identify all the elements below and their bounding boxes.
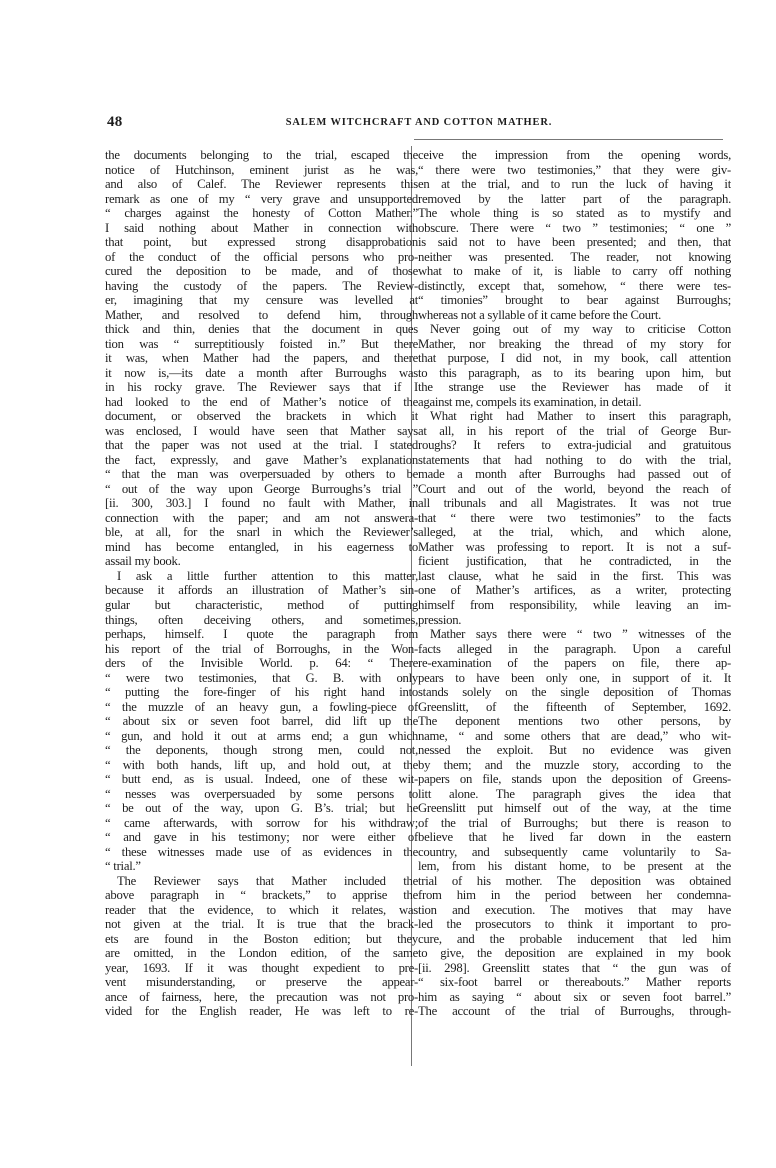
text-line: the fact, expressly, and gave Mather’s explanation	[105, 452, 418, 467]
text-line: one of Mather’s artifices, as a writer, protecting	[418, 583, 731, 598]
text-line: cured the deposition to be made, and of those	[105, 264, 418, 279]
text-line: reader that the evidence, to which it relates, was	[105, 902, 418, 917]
text-line: that point, but expressed strong disapprobation	[105, 235, 418, 250]
text-line: The account of the trial of Burroughs, through-	[418, 1004, 731, 1019]
text-line: [ii. 300, 303.] I found no fault with Mather, in	[105, 496, 418, 511]
text-line: facts alleged in the paragraph. Upon a careful	[418, 641, 731, 656]
text-line: of the conduct of the official persons who pro-	[105, 249, 418, 264]
text-line: “ the deponents, though strong men, could not,	[105, 743, 418, 758]
text-line: led the prosecutors to think it important to pro-	[418, 917, 731, 932]
text-line: at all, in his report of the trial of George Bur-	[418, 423, 731, 438]
text-line: last clause, what he said in the first. This was	[418, 568, 731, 583]
text-line: What right had Mather to insert this paragraph,	[430, 409, 731, 424]
text-line: “ out of the way upon George Burroughs’s trial ”	[105, 481, 418, 496]
text-line: connection with the paper; and am not answera-	[105, 510, 418, 525]
text-line: ders of the Invisible World. p. 64: “ There	[105, 656, 418, 671]
text-line: because it affords an illustration of Mather’s sin-	[105, 583, 418, 598]
text-line: document, or observed the brackets in which it	[105, 409, 418, 424]
text-line: “ nesses was overpersuaded by some persons to	[105, 786, 418, 801]
text-line: what to make of it, is liable to carry off nothing	[418, 264, 731, 279]
text-line: “ were two testimonies, that G. B. with only	[105, 670, 418, 685]
text-line: Mather, and resolved to defend him, through	[105, 307, 418, 322]
text-line: himself from responsibility, while leaving an im-	[418, 597, 731, 612]
text-line: all tribunals and all Magistrates. It was not true	[418, 496, 731, 511]
text-line: in his rocky grave. The Reviewer says that if I	[105, 380, 418, 395]
text-line: above paragraph in “ brackets,” to apprise the	[105, 888, 418, 903]
text-line: him as saying “ about six or seven foot barrel.”	[418, 989, 731, 1004]
text-line: Mather says there were “ two ” witnesses of the	[430, 627, 731, 642]
text-line: cure, and the probable inducement that led him	[418, 931, 731, 946]
text-line: alleged, at the trial, which, and which alone,	[418, 525, 731, 540]
text-line: obscure. There were “ two ” testimonies; “ one ”	[418, 220, 731, 235]
text-line: removed by the latter part of the paragraph.	[418, 191, 731, 206]
text-line: not given at the trial. It is true that the brack-	[105, 917, 418, 932]
text-line: litt alone. The paragraph gives the idea that	[418, 786, 731, 801]
text-line: re-examination of the papers on file, there ap-	[418, 656, 731, 671]
text-line: “ six-foot barrel or thereabouts.” Mather reports	[418, 975, 731, 990]
text-line: papers on file, stands upon the deposition of Greens-	[418, 772, 731, 787]
text-line: ficient justification, that he contradicted, in the	[418, 554, 731, 569]
text-line: to this paragraph, as to its bearing upon him, but	[418, 365, 731, 380]
text-line: it now is,—its date a month after Burroughs was	[105, 365, 418, 380]
text-line: country, and subsequently came voluntarily to Sa-	[418, 844, 731, 859]
text-line: Greenslitt put himself out of the way, at the time	[418, 801, 731, 816]
text-line: [ii. 298]. Greenslitt states that “ the gun was of	[418, 960, 731, 975]
text-line: are omitted, in the London edition, of the same	[105, 946, 418, 961]
running-title: SALEM WITCHCRAFT AND COTTON MATHER.	[285, 117, 553, 128]
text-line: notice of Hutchinson, eminent jurist as he was,	[105, 162, 418, 177]
text-line: en at the trial, and to run the luck of having it	[418, 177, 731, 192]
text-line: “ that the man was overpersuaded by others to be	[105, 467, 418, 482]
text-line: “ butt end, as is usual. Indeed, one of these wit-	[105, 772, 418, 787]
text-line: pression.	[418, 612, 462, 627]
text-line: to give, the deposition are explained in my book	[418, 946, 731, 961]
text-line: “ the muzzle of an heavy gun, a fowling-piece of	[105, 699, 418, 714]
text-line: I said nothing about Mather in connection with	[105, 220, 418, 235]
text-line: had looked to the end of Mather’s notice of the	[105, 394, 418, 409]
text-line: “ and gave in his testimony; nor were either of	[105, 830, 418, 845]
text-line: against me, compels its examination, in detail.	[418, 394, 642, 409]
text-line: “ trial.”	[105, 859, 141, 874]
text-line: “ there were two testimonies,” that they were giv-	[418, 162, 731, 177]
text-line: that the paper was not used at the trial. I stated	[105, 438, 418, 453]
text-line: thick and thin, denies that the document in ques	[105, 322, 418, 337]
text-line: distinctly, except that, somehow, “ there were tes-	[418, 278, 731, 293]
text-line: from him in the period between her condemna-	[418, 888, 731, 903]
header-rule	[414, 139, 723, 140]
text-line: that “ there were two testimonies” to the facts	[418, 510, 731, 525]
text-line: trial of his mother. The deposition was obtained	[418, 873, 731, 888]
text-line: Greenslitt, of the fifteenth of September, 1692.	[418, 699, 731, 714]
left-column	[105, 148, 418, 1148]
text-line: “ with both hands, lift up, and hold out, at the	[105, 757, 418, 772]
text-line: “ came afterwards, with sorrow for his withdraw;	[105, 815, 418, 830]
text-line: that purpose, I did not, in my book, call attention	[418, 351, 731, 366]
text-line: believe that he lived far down in the eastern	[418, 830, 731, 845]
text-line: was enclosed, I would have seen that Mather says	[105, 423, 418, 438]
text-line: stands solely on the single deposition of Thomas	[418, 685, 731, 700]
text-line: neither was presented. The reader, not knowing	[418, 249, 731, 264]
text-line: roughs? It refers to extra-judicial and gratuitous	[418, 438, 731, 453]
text-line: having the custody of the papers. The Review-	[105, 278, 418, 293]
text-line: assail my book.	[105, 554, 181, 569]
text-line: year, 1693. If it was thought expedient to pre-	[105, 960, 418, 975]
text-line: perhaps, himself. I quote the paragraph from	[105, 627, 418, 642]
text-line: “ these witnesses made use of as evidences in the	[105, 844, 418, 859]
text-line: The whole thing is so stated as to mystify and	[418, 206, 731, 221]
text-line: “ charges against the honesty of Cotton Mather.”	[105, 206, 418, 221]
text-line: “ be out of the way, upon G. B’s. trial; but he	[105, 801, 418, 816]
text-line: ance of fairness, here, the precaution was not pro-	[105, 989, 418, 1004]
text-line: and also of Calef. The Reviewer represents this	[105, 177, 418, 192]
text-line: vent misunderstanding, or preserve the appear-	[105, 975, 418, 990]
text-line: ets are found in the Boston edition; but they	[105, 931, 418, 946]
text-line: the strange use the Reviewer has made of it	[418, 380, 731, 395]
text-line: er, imagining that my censure was levelled at	[105, 293, 418, 308]
text-line: remark as one of my “ very grave and unsupported	[105, 191, 418, 206]
text-line: of the trial of Burroughs; but there is reason to	[418, 815, 731, 830]
text-line: Mather was professing to report. It is not a suf-	[418, 539, 731, 554]
text-line: ceive the impression from the opening words,	[418, 148, 731, 162]
text-line: mind has become entangled, in his eagerness to	[105, 539, 418, 554]
text-line: it was, when Mather had the papers, and there	[105, 351, 418, 366]
text-line: I ask a little further attention to this matter,	[117, 568, 418, 583]
text-line: the documents belonging to the trial, escaped the	[105, 148, 418, 162]
text-line: things, often deceiving others, and sometimes,	[105, 612, 418, 627]
text-line: The deponent mentions two other persons, by	[418, 714, 731, 729]
text-line: statements that had nothing to do with the trial,	[418, 452, 731, 467]
text-line: tion and execution. The motives that may have	[418, 902, 731, 917]
text-line: “ gun, and hold it out at arms end; a gun which	[105, 728, 418, 743]
page-number: 48	[107, 114, 123, 130]
right-column	[418, 148, 731, 1148]
text-line: made a month after Burroughs had passed out of	[418, 467, 731, 482]
text-line: pears to have been only one, in support of it. It	[418, 670, 731, 685]
text-line: “ timonies” brought to bear against Burroughs;	[418, 293, 731, 308]
text-line: name, “ and some others that are dead,” who wit-	[418, 728, 731, 743]
text-line: his report of the trial of Borroughs, in the Won-	[105, 641, 418, 656]
text-line: is said not to have been presented; and then, that	[418, 235, 731, 250]
text-line: The Reviewer says that Mather included the	[117, 873, 418, 888]
text-line: gular but characteristic, method of putting	[105, 597, 418, 612]
text-line: by them; and the muzzle story, according to the	[418, 757, 731, 772]
text-line: tion was “ surreptitiously foisted in.” But there	[105, 336, 418, 351]
text-line: vided for the English reader, He was left to re-	[105, 1004, 418, 1019]
text-line: Court and out of the world, beyond the reach of	[418, 481, 731, 496]
text-line: lem, from his distant home, to be present at the	[418, 859, 731, 874]
text-line: ble, at all, for the snarl in which the Reviewer’s	[105, 525, 418, 540]
text-line: “ putting the fore-finger of his right hand into	[105, 685, 418, 700]
text-line: “ about six or seven foot barrel, did lift up the	[105, 714, 418, 729]
text-line: nessed the exploit. But no evidence was given	[418, 743, 731, 758]
text-line: Never going out of my way to criticise Cotton	[430, 322, 731, 337]
text-line: whereas not a syllable of it came before the Court.	[418, 307, 662, 322]
text-line: Mather, nor breaking the thread of my story for	[418, 336, 731, 351]
